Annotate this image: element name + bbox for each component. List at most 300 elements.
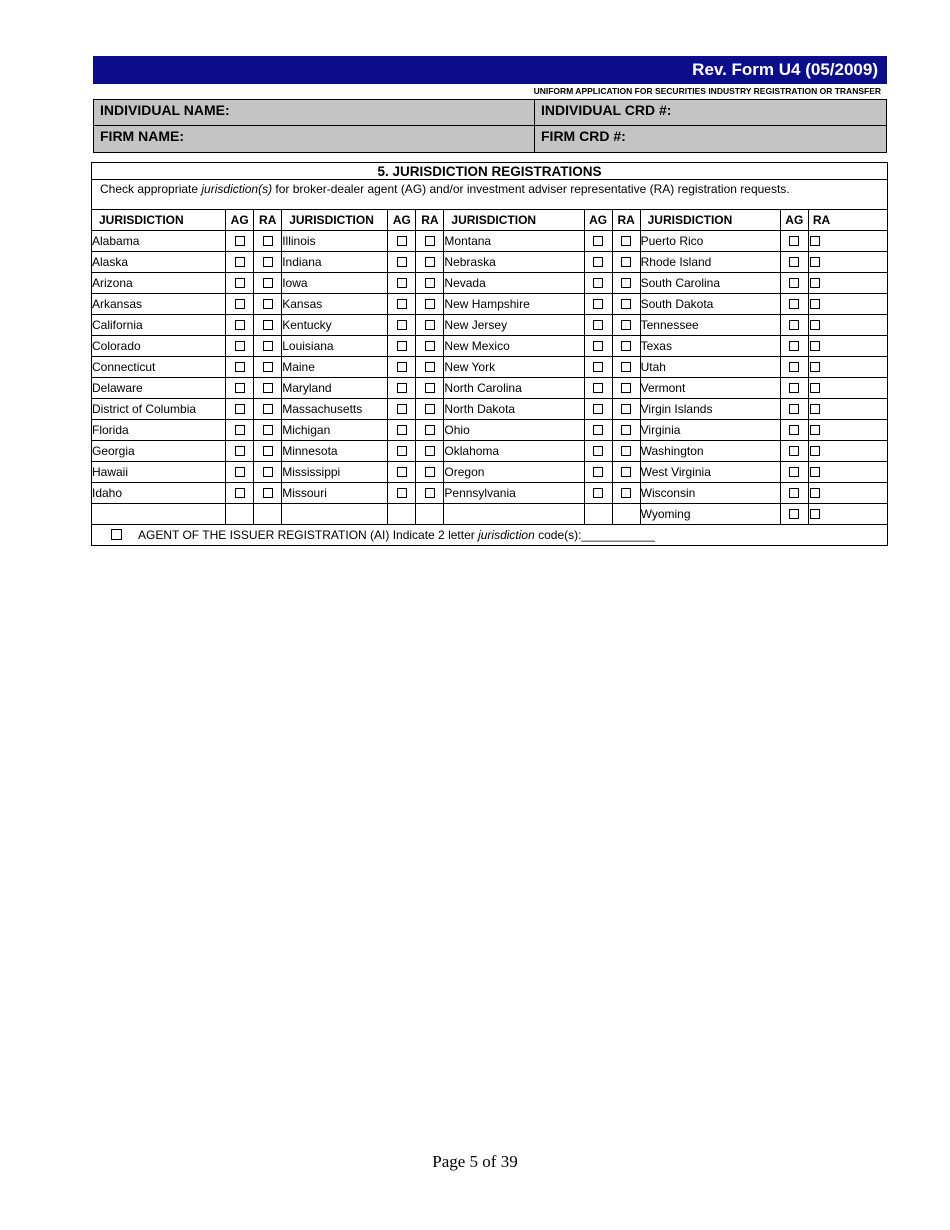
ag-cell-virginia: [780, 420, 808, 441]
ag-checkbox-michigan[interactable]: [397, 425, 407, 435]
ag-checkbox-tennessee[interactable]: [789, 320, 799, 330]
ra-checkbox-south-carolina[interactable]: [810, 278, 820, 288]
column-header-jurisdiction: JURISDICTION: [444, 210, 584, 231]
ra-checkbox-new-jersey[interactable]: [621, 320, 631, 330]
column-header-ag: AG: [226, 210, 254, 231]
ag-checkbox-texas[interactable]: [789, 341, 799, 351]
ra-checkbox-washington[interactable]: [810, 446, 820, 456]
ag-cell-arizona: [226, 273, 254, 294]
ag-checkbox-oklahoma[interactable]: [593, 446, 603, 456]
ra-checkbox-michigan[interactable]: [425, 425, 435, 435]
ra-cell-arkansas: [254, 294, 282, 315]
ra-checkbox-idaho[interactable]: [263, 488, 273, 498]
jurisdiction-illinois: Illinois: [282, 231, 388, 252]
empty-cell: [444, 504, 584, 525]
ra-checkbox-south-dakota[interactable]: [810, 299, 820, 309]
empty-cell: [282, 504, 388, 525]
ra-cell-maine: [416, 357, 444, 378]
jurisdiction-row: [92, 294, 888, 315]
column-header-ag: AG: [780, 210, 808, 231]
ag-checkbox-maine[interactable]: [397, 362, 407, 372]
ra-cell-hawaii: [254, 462, 282, 483]
jurisdiction-new-mexico: New Mexico: [444, 336, 584, 357]
column-header-ag: AG: [388, 210, 416, 231]
jurisdiction-maryland: Maryland: [282, 378, 388, 399]
ra-checkbox-tennessee[interactable]: [810, 320, 820, 330]
jurisdiction-montana: Montana: [444, 231, 584, 252]
ra-checkbox-iowa[interactable]: [425, 278, 435, 288]
ag-cell-illinois: [388, 231, 416, 252]
ag-cell-oklahoma: [584, 441, 612, 462]
ra-checkbox-wyoming[interactable]: [810, 509, 820, 519]
ag-checkbox-colorado[interactable]: [235, 341, 245, 351]
ra-cell-north-carolina: [612, 378, 640, 399]
ra-cell-utah: [808, 357, 887, 378]
jurisdiction-hawaii: Hawaii: [92, 462, 226, 483]
jurisdiction-alabama: Alabama: [92, 231, 226, 252]
ra-checkbox-north-carolina[interactable]: [621, 383, 631, 393]
ag-checkbox-minnesota[interactable]: [397, 446, 407, 456]
ra-cell-wyoming: [808, 504, 887, 525]
jurisdiction-west-virginia: West Virginia: [640, 462, 780, 483]
column-header-ra: RA: [416, 210, 444, 231]
ra-checkbox-colorado[interactable]: [263, 341, 273, 351]
jurisdiction-row: [92, 315, 888, 336]
ag-cell-connecticut: [226, 357, 254, 378]
jurisdiction-row: [92, 378, 888, 399]
ag-cell-tennessee: [780, 315, 808, 336]
jurisdiction-row: [92, 441, 888, 462]
ag-checkbox-illinois[interactable]: [397, 236, 407, 246]
jurisdiction-missouri: Missouri: [282, 483, 388, 504]
ag-checkbox-delaware[interactable]: [235, 383, 245, 393]
ag-cell-montana: [584, 231, 612, 252]
ra-cell-idaho: [254, 483, 282, 504]
ag-cell-florida: [226, 420, 254, 441]
jurisdiction-row: [92, 231, 888, 252]
ra-cell-iowa: [416, 273, 444, 294]
ag-cell-wisconsin: [780, 483, 808, 504]
column-header-ra: RA: [808, 210, 887, 231]
jurisdiction-kansas: Kansas: [282, 294, 388, 315]
ra-checkbox-massachusetts[interactable]: [425, 404, 435, 414]
jurisdiction-virgin-islands: Virgin Islands: [640, 399, 780, 420]
ag-cell-new-hampshire: [584, 294, 612, 315]
jurisdiction-oklahoma: Oklahoma: [444, 441, 584, 462]
ra-cell-alabama: [254, 231, 282, 252]
column-header-ra: RA: [254, 210, 282, 231]
ra-cell-district-of-columbia: [254, 399, 282, 420]
ra-checkbox-indiana[interactable]: [425, 257, 435, 267]
jurisdiction-kentucky: Kentucky: [282, 315, 388, 336]
ra-cell-north-dakota: [612, 399, 640, 420]
jurisdiction-colorado: Colorado: [92, 336, 226, 357]
ra-cell-nebraska: [612, 252, 640, 273]
ra-checkbox-arizona[interactable]: [263, 278, 273, 288]
ag-checkbox-wisconsin[interactable]: [789, 488, 799, 498]
empty-cell: [254, 504, 282, 525]
ra-checkbox-west-virginia[interactable]: [810, 467, 820, 477]
ra-checkbox-mississippi[interactable]: [425, 467, 435, 477]
ag-cell-massachusetts: [388, 399, 416, 420]
jurisdiction-puerto-rico: Puerto Rico: [640, 231, 780, 252]
ra-checkbox-alabama[interactable]: [263, 236, 273, 246]
jurisdiction-vermont: Vermont: [640, 378, 780, 399]
ag-checkbox-georgia[interactable]: [235, 446, 245, 456]
ag-cell-rhode-island: [780, 252, 808, 273]
jurisdiction-nevada: Nevada: [444, 273, 584, 294]
jurisdiction-ohio: Ohio: [444, 420, 584, 441]
jurisdiction-row: [92, 420, 888, 441]
ra-checkbox-montana[interactable]: [621, 236, 631, 246]
ag-checkbox-hawaii[interactable]: [235, 467, 245, 477]
ag-checkbox-oregon[interactable]: [593, 467, 603, 477]
jurisdiction-row: [92, 504, 888, 525]
ra-checkbox-district-of-columbia[interactable]: [263, 404, 273, 414]
ag-checkbox-north-dakota[interactable]: [593, 404, 603, 414]
jurisdiction-table: [91, 162, 888, 546]
ra-checkbox-virginia[interactable]: [810, 425, 820, 435]
ag-checkbox-indiana[interactable]: [397, 257, 407, 267]
ag-cell-new-jersey: [584, 315, 612, 336]
ag-checkbox-arizona[interactable]: [235, 278, 245, 288]
ag-cell-colorado: [226, 336, 254, 357]
ra-cell-indiana: [416, 252, 444, 273]
ag-checkbox-california[interactable]: [235, 320, 245, 330]
identity-divider: [534, 100, 535, 152]
jurisdiction-south-carolina: South Carolina: [640, 273, 780, 294]
ra-cell-minnesota: [416, 441, 444, 462]
ag-cell-oregon: [584, 462, 612, 483]
ag-cell-maine: [388, 357, 416, 378]
form-title: Rev. Form U4 (05/2009): [692, 60, 878, 79]
ra-cell-virgin-islands: [808, 399, 887, 420]
ag-checkbox-virginia[interactable]: [789, 425, 799, 435]
form-header-banner: [93, 56, 887, 84]
column-header-ra: RA: [612, 210, 640, 231]
ag-cell-nebraska: [584, 252, 612, 273]
ag-checkbox-west-virginia[interactable]: [789, 467, 799, 477]
ra-cell-oregon: [612, 462, 640, 483]
ag-cell-michigan: [388, 420, 416, 441]
ag-cell-district-of-columbia: [226, 399, 254, 420]
ra-cell-south-carolina: [808, 273, 887, 294]
ag-checkbox-south-carolina[interactable]: [789, 278, 799, 288]
jurisdiction-arkansas: Arkansas: [92, 294, 226, 315]
ra-cell-montana: [612, 231, 640, 252]
jurisdiction-alaska: Alaska: [92, 252, 226, 273]
ra-cell-rhode-island: [808, 252, 887, 273]
ag-cell-wyoming: [780, 504, 808, 525]
ag-cell-idaho: [226, 483, 254, 504]
ag-checkbox-kansas[interactable]: [397, 299, 407, 309]
ag-checkbox-florida[interactable]: [235, 425, 245, 435]
empty-cell: [584, 504, 612, 525]
ra-cell-ohio: [612, 420, 640, 441]
ag-cell-north-carolina: [584, 378, 612, 399]
ag-cell-ohio: [584, 420, 612, 441]
ag-cell-alabama: [226, 231, 254, 252]
ag-checkbox-district-of-columbia[interactable]: [235, 404, 245, 414]
ra-checkbox-virgin-islands[interactable]: [810, 404, 820, 414]
jurisdiction-idaho: Idaho: [92, 483, 226, 504]
jurisdiction-row: [92, 357, 888, 378]
ag-checkbox-south-dakota[interactable]: [789, 299, 799, 309]
jurisdiction-louisiana: Louisiana: [282, 336, 388, 357]
ag-checkbox-pennsylvania[interactable]: [593, 488, 603, 498]
ra-cell-west-virginia: [808, 462, 887, 483]
ra-checkbox-puerto-rico[interactable]: [810, 236, 820, 246]
ra-checkbox-alaska[interactable]: [263, 257, 273, 267]
ag-cell-south-carolina: [780, 273, 808, 294]
ag-checkbox-virgin-islands[interactable]: [789, 404, 799, 414]
ra-checkbox-north-dakota[interactable]: [621, 404, 631, 414]
jurisdiction-mississippi: Mississippi: [282, 462, 388, 483]
ag-cell-washington: [780, 441, 808, 462]
agent-of-issuer-label: AGENT OF THE ISSUER REGISTRATION (AI) Indicate 2 letter jurisdiction code(s):___________: [138, 528, 655, 542]
section-title: 5. JURISDICTION REGISTRATIONS: [92, 163, 888, 180]
empty-cell: [226, 504, 254, 525]
ag-checkbox-connecticut[interactable]: [235, 362, 245, 372]
form-subtitle: UNIFORM APPLICATION FOR SECURITIES INDUSTRY REGISTRATION OR TRANSFER: [533, 86, 881, 96]
ag-checkbox-maryland[interactable]: [397, 383, 407, 393]
ag-cell-iowa: [388, 273, 416, 294]
jurisdiction-north-carolina: North Carolina: [444, 378, 584, 399]
ag-cell-maryland: [388, 378, 416, 399]
ag-checkbox-north-carolina[interactable]: [593, 383, 603, 393]
ra-checkbox-wisconsin[interactable]: [810, 488, 820, 498]
ag-cell-kansas: [388, 294, 416, 315]
ra-cell-missouri: [416, 483, 444, 504]
ra-checkbox-rhode-island[interactable]: [810, 257, 820, 267]
empty-cell: [388, 504, 416, 525]
column-header-jurisdiction: JURISDICTION: [640, 210, 780, 231]
individual-crd-label: INDIVIDUAL CRD #:: [541, 102, 672, 118]
jurisdiction-iowa: Iowa: [282, 273, 388, 294]
ra-cell-louisiana: [416, 336, 444, 357]
ra-checkbox-georgia[interactable]: [263, 446, 273, 456]
ra-cell-kansas: [416, 294, 444, 315]
ag-checkbox-arkansas[interactable]: [235, 299, 245, 309]
ra-cell-new-hampshire: [612, 294, 640, 315]
jurisdiction-pennsylvania: Pennsylvania: [444, 483, 584, 504]
jurisdiction-district-of-columbia: District of Columbia: [92, 399, 226, 420]
jurisdiction-nebraska: Nebraska: [444, 252, 584, 273]
ra-checkbox-oregon[interactable]: [621, 467, 631, 477]
ag-cell-missouri: [388, 483, 416, 504]
ra-checkbox-minnesota[interactable]: [425, 446, 435, 456]
ag-checkbox-missouri[interactable]: [397, 488, 407, 498]
jurisdiction-michigan: Michigan: [282, 420, 388, 441]
jurisdiction-california: California: [92, 315, 226, 336]
ag-checkbox-new-mexico[interactable]: [593, 341, 603, 351]
ra-checkbox-louisiana[interactable]: [425, 341, 435, 351]
empty-cell: [612, 504, 640, 525]
agent-of-issuer-row: [92, 525, 888, 546]
jurisdiction-new-jersey: New Jersey: [444, 315, 584, 336]
ra-checkbox-vermont[interactable]: [810, 383, 820, 393]
firm-crd-label: FIRM CRD #:: [541, 128, 626, 144]
column-header-ag: AG: [584, 210, 612, 231]
jurisdiction-row: [92, 336, 888, 357]
ag-checkbox-louisiana[interactable]: [397, 341, 407, 351]
ra-cell-illinois: [416, 231, 444, 252]
ag-checkbox-alaska[interactable]: [235, 257, 245, 267]
ag-checkbox-massachusetts[interactable]: [397, 404, 407, 414]
jurisdiction-row: [92, 462, 888, 483]
ra-cell-california: [254, 315, 282, 336]
ag-checkbox-nevada[interactable]: [593, 278, 603, 288]
jurisdiction-virginia: Virginia: [640, 420, 780, 441]
ra-cell-delaware: [254, 378, 282, 399]
ra-checkbox-oklahoma[interactable]: [621, 446, 631, 456]
ra-checkbox-maryland[interactable]: [425, 383, 435, 393]
ag-checkbox-puerto-rico[interactable]: [789, 236, 799, 246]
ag-checkbox-kentucky[interactable]: [397, 320, 407, 330]
jurisdiction-north-dakota: North Dakota: [444, 399, 584, 420]
empty-cell: [416, 504, 444, 525]
jurisdiction-indiana: Indiana: [282, 252, 388, 273]
ag-checkbox-utah[interactable]: [789, 362, 799, 372]
section-instruction: Check appropriate jurisdiction(s) for broker-dealer agent (AG) and/or investment adviser representative (RA) registration requests.: [92, 180, 888, 210]
ra-checkbox-nevada[interactable]: [621, 278, 631, 288]
page-number: Page 5 of 39: [432, 1152, 518, 1171]
ra-cell-arizona: [254, 273, 282, 294]
ag-cell-indiana: [388, 252, 416, 273]
ra-cell-alaska: [254, 252, 282, 273]
identity-divider: [94, 125, 886, 126]
ag-cell-nevada: [584, 273, 612, 294]
ag-cell-delaware: [226, 378, 254, 399]
ra-cell-massachusetts: [416, 399, 444, 420]
jurisdiction-wisconsin: Wisconsin: [640, 483, 780, 504]
ra-cell-oklahoma: [612, 441, 640, 462]
ra-checkbox-delaware[interactable]: [263, 383, 273, 393]
jurisdiction-new-hampshire: New Hampshire: [444, 294, 584, 315]
ag-cell-kentucky: [388, 315, 416, 336]
ra-checkbox-pennsylvania[interactable]: [621, 488, 631, 498]
jurisdiction-arizona: Arizona: [92, 273, 226, 294]
ra-cell-washington: [808, 441, 887, 462]
ra-cell-florida: [254, 420, 282, 441]
ag-cell-georgia: [226, 441, 254, 462]
jurisdiction-row: [92, 399, 888, 420]
ra-checkbox-connecticut[interactable]: [263, 362, 273, 372]
ag-cell-new-mexico: [584, 336, 612, 357]
ag-checkbox-iowa[interactable]: [397, 278, 407, 288]
ra-checkbox-kansas[interactable]: [425, 299, 435, 309]
ag-checkbox-new-hampshire[interactable]: [593, 299, 603, 309]
ra-cell-mississippi: [416, 462, 444, 483]
column-header-jurisdiction: JURISDICTION: [92, 210, 226, 231]
ra-cell-new-mexico: [612, 336, 640, 357]
ag-checkbox-montana[interactable]: [593, 236, 603, 246]
jurisdiction-rhode-island: Rhode Island: [640, 252, 780, 273]
firm-name-label: FIRM NAME:: [100, 128, 184, 144]
ra-checkbox-new-york[interactable]: [621, 362, 631, 372]
ag-cell-pennsylvania: [584, 483, 612, 504]
individual-name-label: INDIVIDUAL NAME:: [100, 102, 230, 118]
ag-cell-texas: [780, 336, 808, 357]
ag-checkbox-ohio[interactable]: [593, 425, 603, 435]
ra-checkbox-arkansas[interactable]: [263, 299, 273, 309]
ra-checkbox-kentucky[interactable]: [425, 320, 435, 330]
ag-cell-south-dakota: [780, 294, 808, 315]
ra-cell-pennsylvania: [612, 483, 640, 504]
ag-cell-new-york: [584, 357, 612, 378]
ag-cell-virgin-islands: [780, 399, 808, 420]
ag-cell-hawaii: [226, 462, 254, 483]
jurisdiction-tennessee: Tennessee: [640, 315, 780, 336]
jurisdiction-minnesota: Minnesota: [282, 441, 388, 462]
ra-cell-texas: [808, 336, 887, 357]
jurisdiction-delaware: Delaware: [92, 378, 226, 399]
ag-checkbox-alabama[interactable]: [235, 236, 245, 246]
ag-cell-utah: [780, 357, 808, 378]
ra-checkbox-ohio[interactable]: [621, 425, 631, 435]
ra-cell-wisconsin: [808, 483, 887, 504]
jurisdiction-washington: Washington: [640, 441, 780, 462]
ag-cell-arkansas: [226, 294, 254, 315]
ra-checkbox-hawaii[interactable]: [263, 467, 273, 477]
ra-checkbox-california[interactable]: [263, 320, 273, 330]
ra-checkbox-florida[interactable]: [263, 425, 273, 435]
ag-checkbox-idaho[interactable]: [235, 488, 245, 498]
ra-cell-nevada: [612, 273, 640, 294]
ra-checkbox-new-mexico[interactable]: [621, 341, 631, 351]
jurisdiction-connecticut: Connecticut: [92, 357, 226, 378]
ra-cell-kentucky: [416, 315, 444, 336]
ag-cell-minnesota: [388, 441, 416, 462]
jurisdiction-row: [92, 252, 888, 273]
ag-checkbox-nebraska[interactable]: [593, 257, 603, 267]
jurisdiction-utah: Utah: [640, 357, 780, 378]
ra-cell-new-york: [612, 357, 640, 378]
ag-checkbox-new-york[interactable]: [593, 362, 603, 372]
jurisdiction-georgia: Georgia: [92, 441, 226, 462]
jurisdiction-row: [92, 273, 888, 294]
ra-cell-south-dakota: [808, 294, 887, 315]
ag-cell-puerto-rico: [780, 231, 808, 252]
agent-of-issuer-checkbox[interactable]: [111, 529, 122, 540]
ag-cell-alaska: [226, 252, 254, 273]
ag-cell-california: [226, 315, 254, 336]
ag-cell-west-virginia: [780, 462, 808, 483]
ag-cell-louisiana: [388, 336, 416, 357]
ag-checkbox-new-jersey[interactable]: [593, 320, 603, 330]
ag-checkbox-vermont[interactable]: [789, 383, 799, 393]
ag-checkbox-mississippi[interactable]: [397, 467, 407, 477]
ra-checkbox-nebraska[interactable]: [621, 257, 631, 267]
identity-box: [93, 99, 887, 153]
ra-checkbox-illinois[interactable]: [425, 236, 435, 246]
ra-checkbox-texas[interactable]: [810, 341, 820, 351]
jurisdiction-maine: Maine: [282, 357, 388, 378]
ag-checkbox-rhode-island[interactable]: [789, 257, 799, 267]
ag-checkbox-wyoming[interactable]: [789, 509, 799, 519]
ra-checkbox-new-hampshire[interactable]: [621, 299, 631, 309]
ra-cell-connecticut: [254, 357, 282, 378]
ag-checkbox-washington[interactable]: [789, 446, 799, 456]
ra-checkbox-utah[interactable]: [810, 362, 820, 372]
ra-checkbox-missouri[interactable]: [425, 488, 435, 498]
ra-checkbox-maine[interactable]: [425, 362, 435, 372]
ra-cell-georgia: [254, 441, 282, 462]
ag-cell-vermont: [780, 378, 808, 399]
ag-cell-north-dakota: [584, 399, 612, 420]
empty-cell: [92, 504, 226, 525]
ra-cell-colorado: [254, 336, 282, 357]
